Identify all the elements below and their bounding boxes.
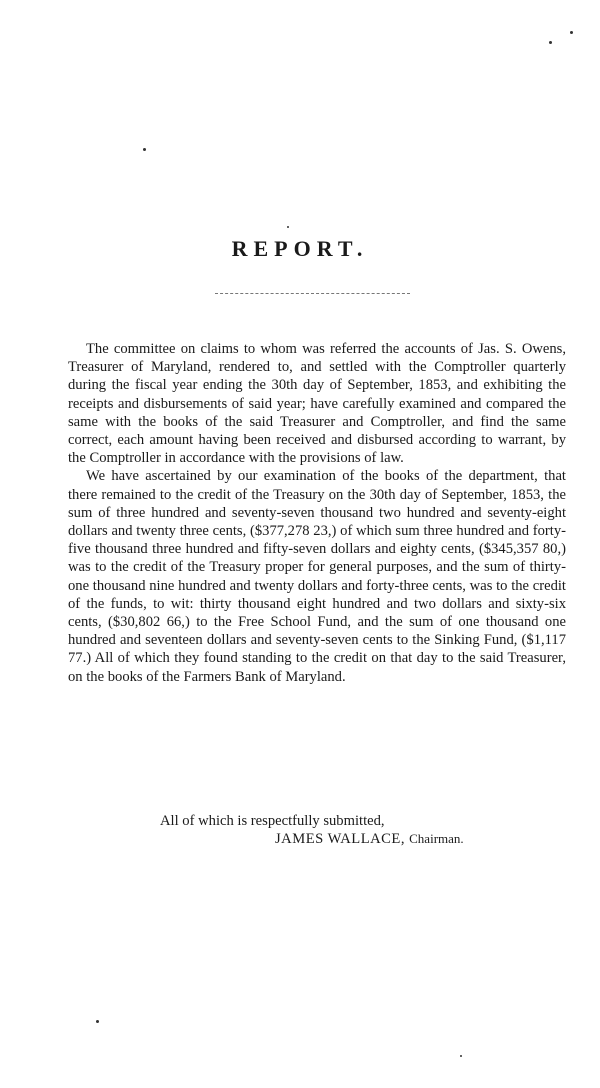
page-title: REPORT.	[231, 236, 369, 261]
scan-speck	[460, 1055, 462, 1057]
closing-line: All of which is respectfully submitted,	[160, 813, 385, 829]
signature-name: JAMES WALLACE,	[275, 831, 405, 847]
title-divider	[215, 293, 410, 294]
scan-speck	[570, 31, 573, 34]
signature-block	[275, 831, 464, 848]
paragraph-1: The committee on claims to whom was referred the accounts of Jas. S. Owens, Treasurer of Maryland, rendered to, and settled with the Comptroller quarterly during the fiscal year ending the 30th day of September, 1853, and exhibiting the receipts and disbursements of said year; have carefully examined and compared the same with the books of the said Treasurer and Comptroller, and find the same correct, each amount having been received and disbursed according to warrant, by the Comptroller in accordance with the provisions of law.	[68, 341, 566, 467]
scan-speck	[287, 226, 289, 228]
report-body	[68, 340, 566, 686]
scan-speck	[96, 1020, 99, 1023]
scan-speck	[143, 148, 146, 151]
signature-role: Chairman.	[409, 831, 464, 846]
scan-speck	[549, 41, 552, 44]
paragraph-2: We have ascertained by our examination of the books of the department, that there remained to the credit of the Treasury on the 30th day of September, 1853, the sum of three hundred and seventy-seven thousand two hundred and seventy-eight dollars and twenty three cents, ($377,278 23,) of which sum three hundred and forty-five thousand three hundred and fifty-seven dollars and eighty cents, ($345,357 80,) was to the credit of the Treasury proper for general purposes, and the sum of thirty-one thousand nine hundred and twenty dollars and forty-three cents, was to the credit of the funds, to wit: thirty thousand eight hundred and two dollars and sixty-six cents, ($30,802 66,) to the Free School Fund, and the sum of one thousand one hundred and seventeen dollars and seventy-seven cents to the Sinking Fund, ($1,117 77.) All of which they found standing to the credit on that day to the said Treasurer, on the books of the Farmers Bank of Maryland.	[68, 468, 566, 685]
